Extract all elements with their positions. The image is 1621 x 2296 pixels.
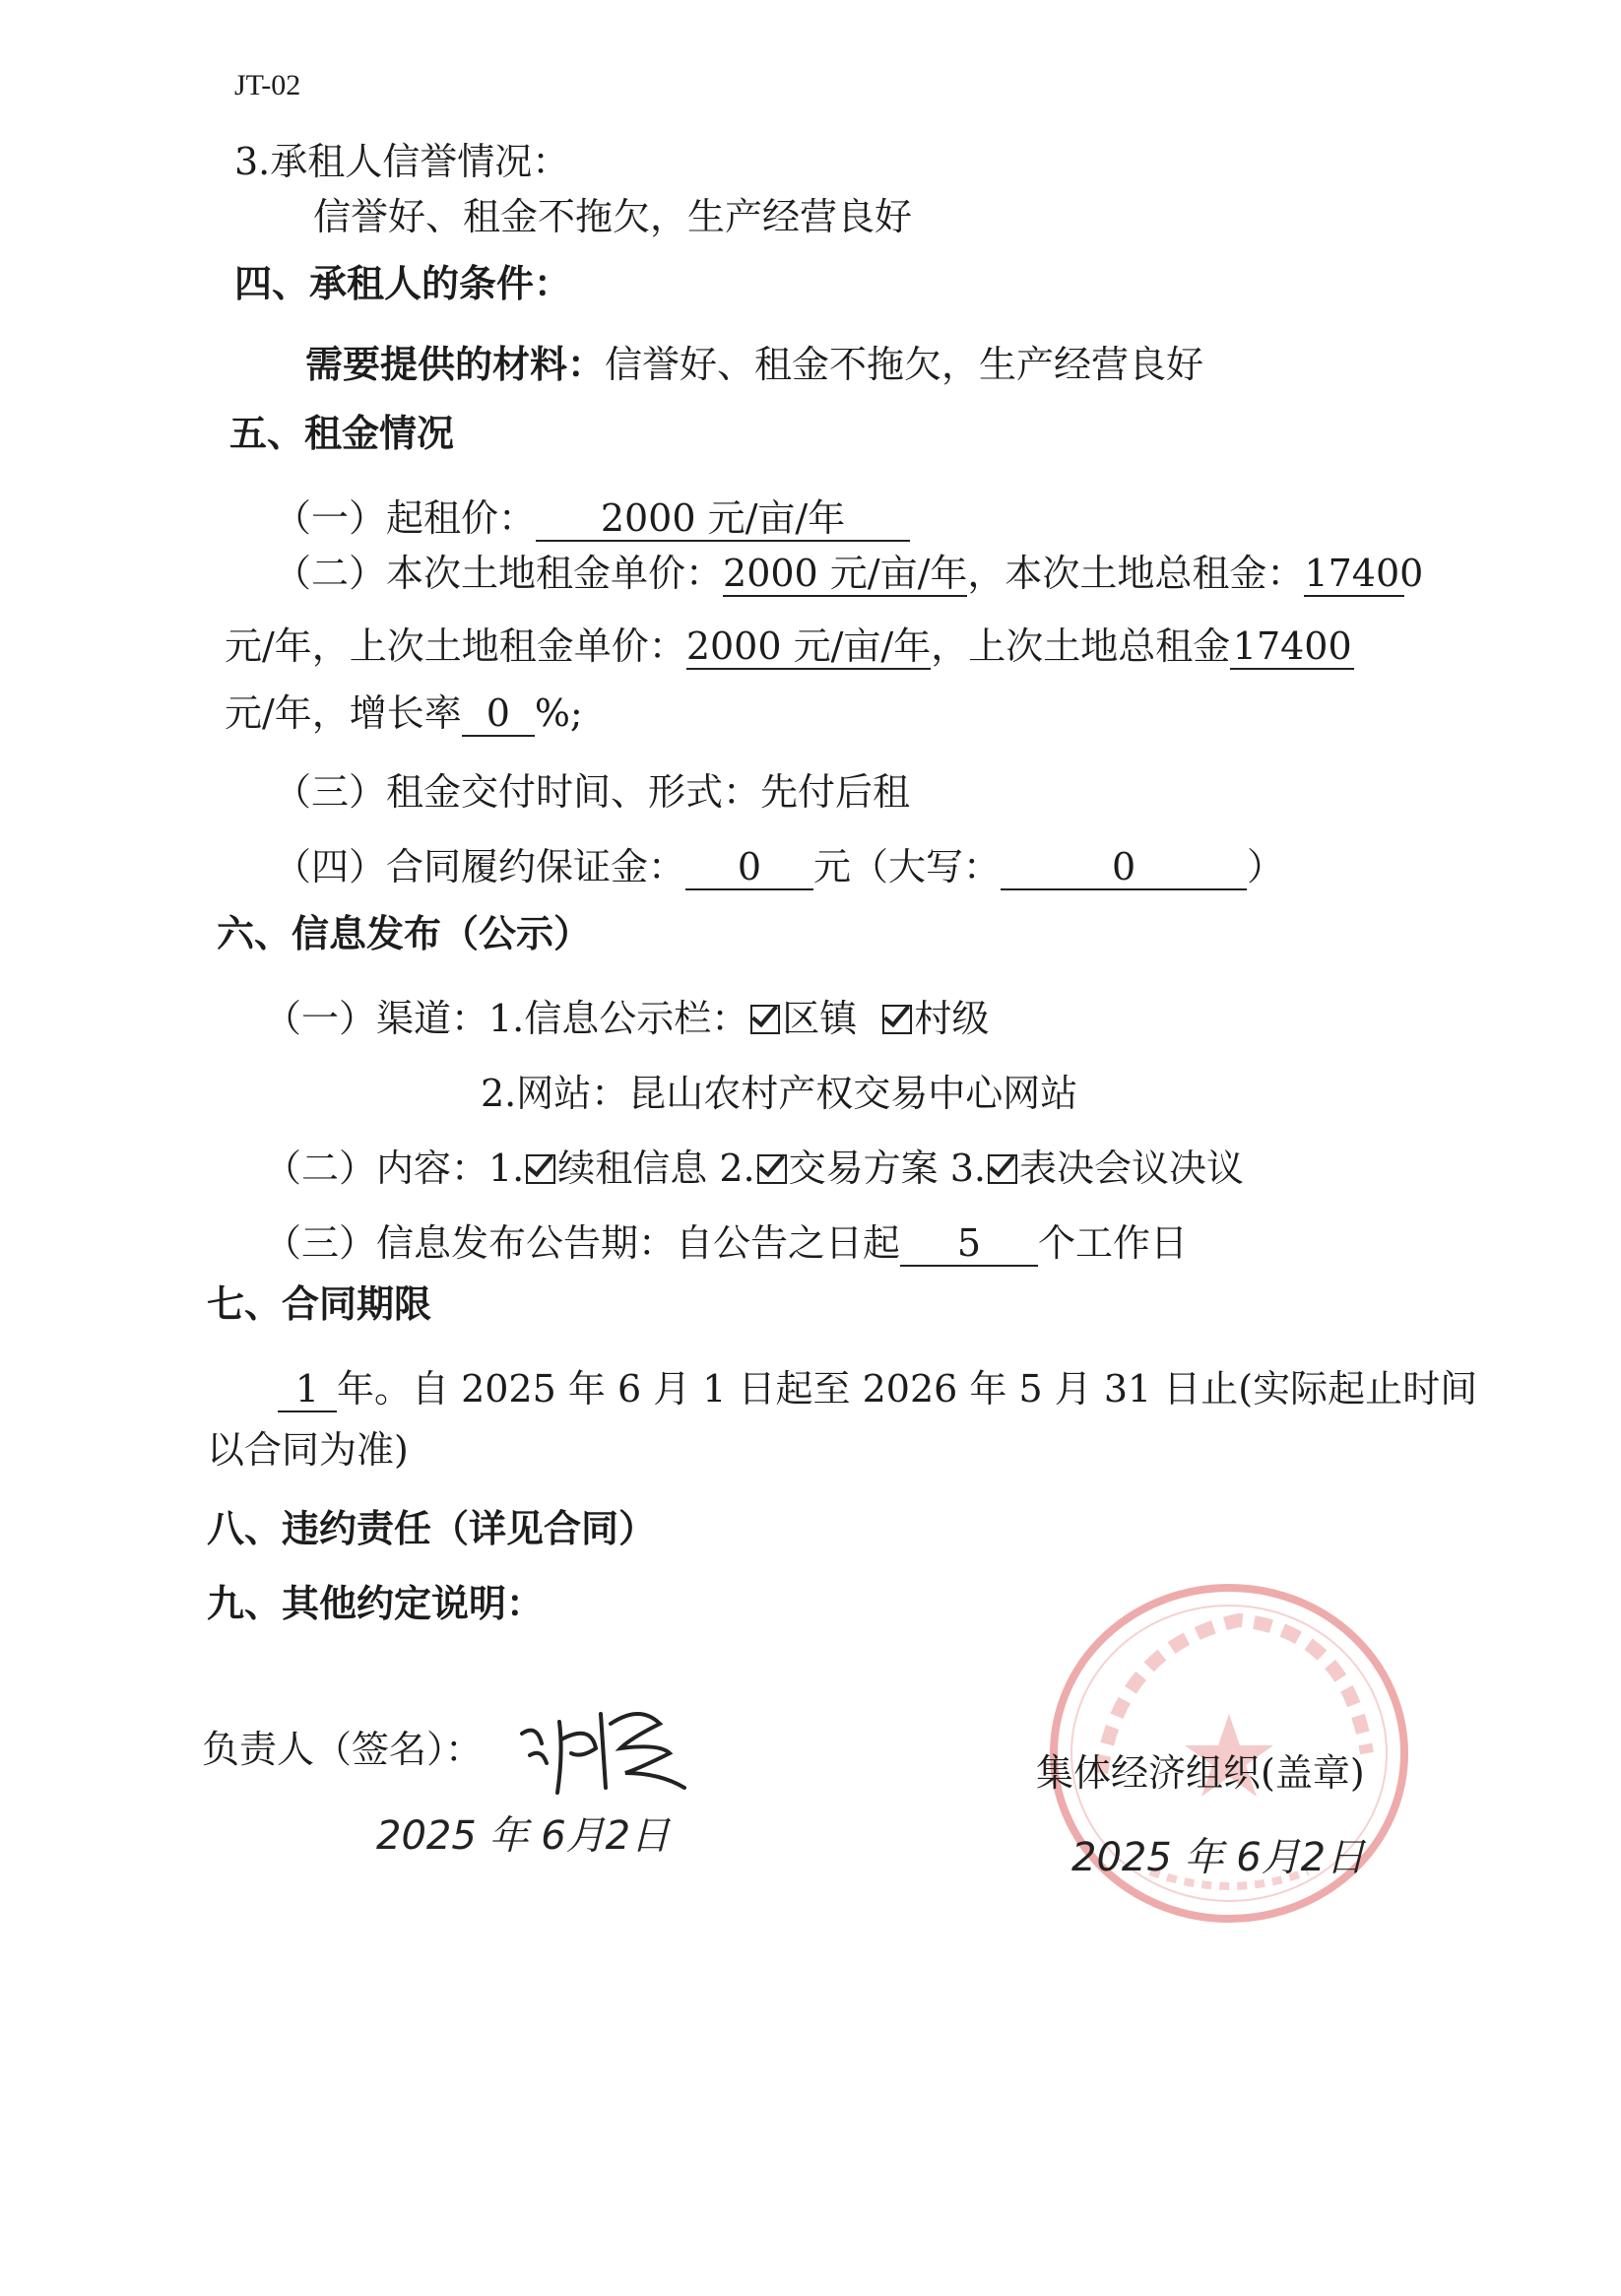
district-checkbox-icon [750,1005,780,1034]
growth-rate-unit: %; [534,691,583,735]
notice-period-value: 5 [900,1221,1038,1267]
credit-text: 信誉好、租金不拖欠，生产经营良好 [313,195,913,238]
current-total-label: ，本次土地总租金： [967,552,1305,595]
signature-date-year: 2025 [376,1813,477,1859]
deposit-close: ） [1247,845,1285,888]
section-5-heading: 五、租金情况 [229,411,455,455]
deposit-line [274,843,1284,890]
organization-seal-date [1071,1826,1365,1882]
district-label: 区镇 [782,997,858,1040]
plan-label: 交易方案 3. [788,1147,986,1190]
renewal-label: 续租信息 2. [557,1147,755,1190]
term-period: 年。自 2025 年 6 月 1 日起至 2026 年 5 月 31 日止(实际起止时间 [337,1367,1478,1410]
website-line: 2.网站：昆山农村产权交易中心网站 [481,1072,1078,1115]
document-code: JT-02 [234,69,301,101]
organization-seal-date-year: 2025 [1071,1835,1172,1880]
organization-seal-label: 集体经济组织(盖章) [1036,1751,1365,1795]
payment-terms: （三）租金交付时间、形式：先付后租 [274,770,911,814]
resolution-label: 表决会议决议 [1018,1147,1244,1190]
deposit-value: 0 [685,845,813,890]
content-line [264,1145,1244,1192]
term-years: 1 [278,1367,337,1412]
channel-line [264,995,989,1042]
previous-unit-price-label: 元/年，上次土地租金单价： [225,624,686,668]
renewal-checkbox-icon [526,1154,555,1184]
deposit-label: （四）合同履约保证金： [274,845,686,888]
notice-period-unit: 个工作日 [1038,1221,1189,1265]
previous-total-value: 17400 [1230,624,1354,670]
materials-label: 需要提供的材料： [305,342,606,386]
plan-checkbox-icon [757,1154,787,1184]
village-checkbox-icon [882,1005,912,1034]
content-label: （二）内容：1. [264,1147,525,1190]
signature-date [376,1804,670,1861]
notice-period-line [264,1219,1188,1267]
section-6-heading: 六、信息发布（公示） [217,911,592,955]
starting-price-label: （一）起租价： [274,496,537,540]
section-9-heading: 九、其他约定说明： [207,1581,545,1625]
previous-total-label: ，上次土地总租金 [931,624,1231,668]
current-unit-price-value: 2000 元/亩/年 [723,552,968,595]
resolution-checkbox-icon [988,1154,1017,1184]
handwritten-signature [512,1694,699,1803]
growth-rate-label: 元/年，增长率 [225,691,462,735]
deposit-capital-label: 元（大写： [813,845,1002,888]
section-8-heading: 八、违约责任（详见合同） [207,1506,657,1550]
current-total-value: 17400 [1304,552,1424,595]
notice-period-label: （三）信息发布公告期：自公告之日起 [264,1221,901,1265]
current-unit-price-label: （二）本次土地租金单价： [274,552,724,595]
growth-rate-line [225,689,583,737]
previous-unit-price-value: 2000 元/亩/年 [685,624,932,668]
materials-value: 信誉好、租金不拖欠，生产经营良好 [605,343,1204,386]
materials-line [305,341,1203,388]
signature-date-rest: 年 6月2日 [488,1813,671,1859]
term-line [278,1365,1477,1412]
deposit-capital-value: 0 [1001,845,1247,890]
village-label: 村级 [914,997,990,1040]
starting-price-line [274,494,910,542]
term-note: 以合同为准) [207,1428,409,1472]
channel-label: （一）渠道：1.信息公示栏： [264,997,749,1040]
growth-rate-value: 0 [462,691,535,737]
current-rent-line [274,550,1424,597]
section-4-heading: 四、承租人的条件： [234,261,572,305]
credit-heading: 3.承租人信誉情况： [234,140,570,183]
starting-price-value: 2000 元/亩/年 [536,496,910,542]
signature-label: 负责人（签名）： [202,1728,484,1771]
section-7-heading: 七、合同期限 [207,1281,432,1326]
organization-seal-date-rest: 年 6月2日 [1184,1835,1366,1880]
previous-rent-line [225,623,1354,670]
